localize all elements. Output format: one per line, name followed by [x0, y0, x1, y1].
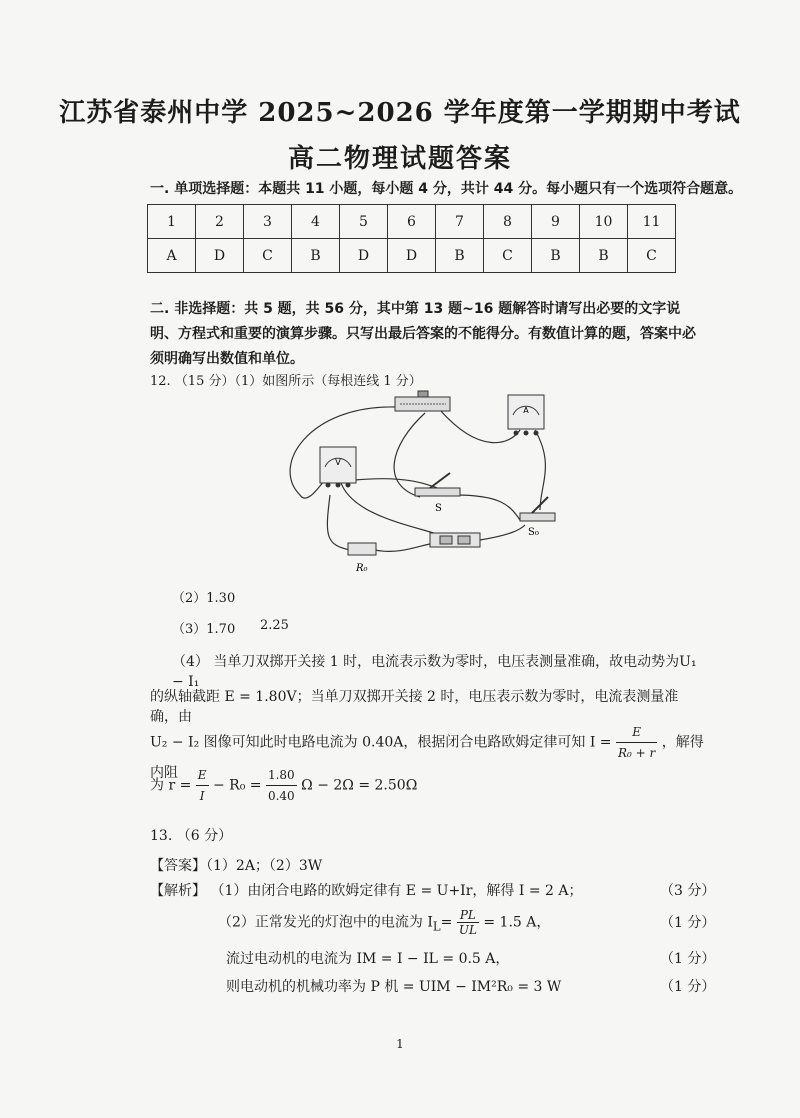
- q12-part4-line4a: 为 r =: [150, 777, 192, 794]
- q13-analysis2b: = 1.5 A，: [483, 914, 551, 931]
- section1-heading: 一. 单项选择题：本题共 11 小题，每小题 4 分，共计 44 分。每小题只有一个选项符合题意。: [150, 181, 743, 197]
- answer-cell: B: [580, 239, 628, 273]
- answer-cell: B: [436, 239, 484, 273]
- q13-analysis4: 则电动机的机械功率为 P 机 = UIM − IM²R₀ = 3 W: [226, 979, 562, 995]
- question-number: 8: [484, 205, 532, 239]
- question-number: 3: [244, 205, 292, 239]
- question-number: 10: [580, 205, 628, 239]
- question-number: 7: [436, 205, 484, 239]
- rheostat: [395, 391, 450, 411]
- q12-part4-line4c: Ω − 2Ω = 2.50Ω: [301, 777, 418, 794]
- equals-sign: =: [440, 914, 453, 931]
- wire: [375, 543, 435, 551]
- q12-part3-a: （3）1.70: [172, 622, 236, 637]
- q12-part4-line4: [150, 765, 698, 806]
- q13-score4: （1 分）: [660, 979, 716, 995]
- switch-s: [415, 473, 460, 514]
- wire: [394, 413, 425, 497]
- wire: [535, 430, 545, 510]
- ammeter-label: A: [523, 406, 529, 415]
- q12-part4-line3b: ，解得内阻: [150, 734, 704, 781]
- question-number: 4: [292, 205, 340, 239]
- frac-den: R₀ + r: [617, 746, 656, 760]
- circuit-diagram: [270, 385, 570, 575]
- question-number: 6: [388, 205, 436, 239]
- wire: [327, 495, 350, 550]
- answer-cell: C: [244, 239, 292, 273]
- fraction-pl-over-ul: [457, 908, 479, 937]
- fraction-e-over-i: [196, 765, 209, 806]
- q12-part4-line4b: − R₀ =: [213, 777, 262, 794]
- answer-cell: C: [484, 239, 532, 273]
- page-number: 1: [396, 1037, 404, 1051]
- answer-cell: D: [196, 239, 244, 273]
- exam-subtitle: 高二物理试题答案: [287, 144, 512, 174]
- q13-analysis2: [218, 908, 550, 937]
- answer-cell: C: [628, 239, 676, 273]
- answer-table-answers-row: [148, 239, 676, 273]
- q12-part4-line2: 的纵轴截距 E = 1.80V；当单刀双掷开关接 2 时，电压表示数为零时，电流表测量准确，由: [150, 689, 679, 725]
- wire: [480, 525, 525, 540]
- q13-score3: （1 分）: [660, 951, 716, 967]
- q13-score2: （1 分）: [660, 915, 716, 931]
- resistor-r0: [348, 543, 376, 574]
- frac-num: PL: [457, 908, 479, 923]
- ammeter: [508, 395, 544, 436]
- voltmeter-label: V: [335, 458, 341, 467]
- question-number: 9: [532, 205, 580, 239]
- answer-table: [147, 204, 676, 273]
- q12-part2: （2）1.30: [172, 591, 236, 606]
- q12-part4-line1: （4） 当单刀双掷开关接 1 时，电流表示数为零时，电压表测量准确，故电动势为U₁ − I₁: [172, 654, 697, 690]
- frac-num: E: [196, 765, 209, 786]
- question-number: 5: [340, 205, 388, 239]
- switch-s0-label: S₀: [528, 527, 539, 538]
- answer-cell: B: [532, 239, 580, 273]
- q13-analysis2a: （2）正常发光的灯泡中的电流为 I: [218, 914, 433, 931]
- q12-part4-line3a: U₂ − I₂ 图像可知此时电路电流为 0.40A，根据闭合电路欧姆定律可知 I =: [150, 734, 612, 751]
- subscript-l: L: [432, 919, 441, 934]
- fraction-180-over-040: [266, 765, 297, 806]
- section2-heading: 二. 非选择题：共 5 题，共 56 分，其中第 13 题~16 题解答时请写出必要的文字说明、方程式和重要的演算步骤。只写出最后答案的不能得分。有数值计算的题，答案中必须明确写出数值和单位。: [150, 301, 696, 367]
- q13-label: 13. （6 分）: [150, 828, 233, 844]
- frac-den: UL: [458, 923, 477, 937]
- question-number: 1: [148, 205, 196, 239]
- answer-table-numbers-row: [148, 205, 676, 239]
- voltmeter: [320, 447, 356, 488]
- q13-analysis3: 流过电动机的电流为 IM = I − IL = 0.5 A，: [226, 951, 510, 967]
- wire: [455, 495, 520, 520]
- fraction-e-over-r0-r: [616, 722, 657, 763]
- q13-answer: 【答案】（1）2A；（2）3W: [150, 858, 323, 874]
- q13-analysis1: 【解析】 （1）由闭合电路的欧姆定律有 E = U+Ir，解得 I = 2 A；: [150, 883, 583, 899]
- q12-label: 12. （15 分）（1）如图所示（每根连线 1 分）: [150, 374, 422, 389]
- frac-den: 0.40: [267, 789, 295, 803]
- battery: [430, 533, 480, 547]
- frac-den: I: [199, 789, 205, 803]
- exam-title: 江苏省泰州中学 2025~2026 学年度第一学期期中考试: [59, 98, 741, 128]
- frac-num: E: [616, 722, 657, 743]
- answer-cell: B: [292, 239, 340, 273]
- answer-cell: D: [388, 239, 436, 273]
- switch-s-label: S: [435, 503, 442, 514]
- q13-score1: （3 分）: [660, 883, 716, 899]
- q12-part3-b: 2.25: [260, 618, 289, 633]
- question-number: 2: [196, 205, 244, 239]
- resistor-r0-label: R₀: [356, 563, 368, 574]
- frac-num: 1.80: [266, 765, 297, 786]
- answer-cell: D: [340, 239, 388, 273]
- question-number: 11: [628, 205, 676, 239]
- switch-s0: [520, 497, 555, 538]
- answer-cell: A: [148, 239, 196, 273]
